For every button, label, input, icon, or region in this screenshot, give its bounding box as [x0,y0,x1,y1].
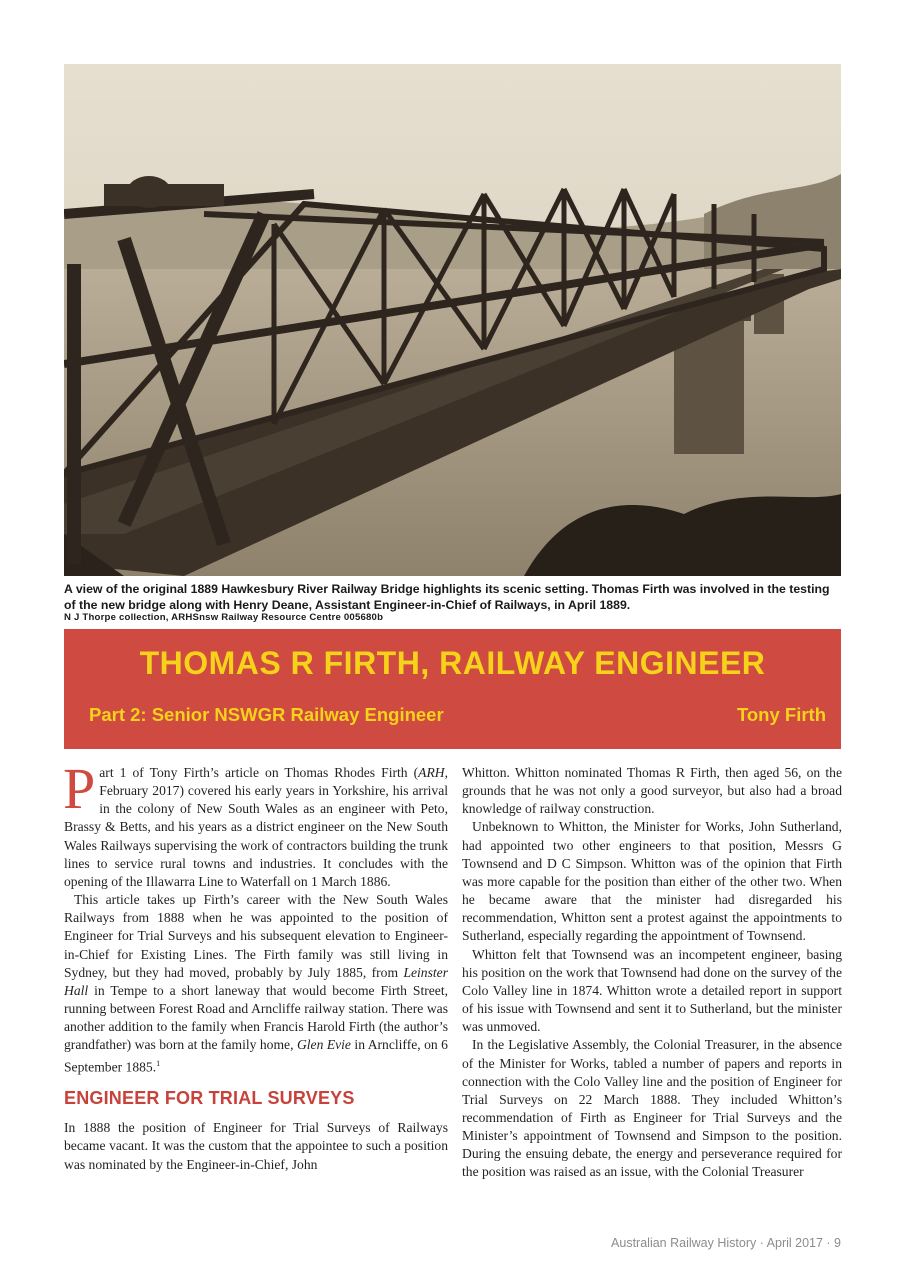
paragraph-assembly: In the Legislative Assembly, the Colonial Treasurer, in the absence of the Minister for Works, tabled a number of papers and reports in connection with the Colo Valley line and the position of Engineer for Trial Surveys on 22 March 1888. They included Whitton’s recommendation of Firth as Engineer for Trial Surveys and the Minister’s appointment of Townsend and Simpson to the position. During the ensuing debate, the energy and perseverance required for the position was raised as an issue, with the Colonial Treasurer [462,1037,842,1180]
paragraph-intro-text-b: , February 2017) covered his early years in Yorkshire, his arrival in the colony of New South Wales as an engineer with Peto, Brassy & Betts, and his years as a district engineer on the New South Wales Railways supervising the work of contractors building the trunk lines to service rural towns and industries. It concludes with the opening of the Illawarra Line to Waterfall on 1 March 1886. [64,765,448,889]
title-banner [64,629,841,749]
bridge-photo [64,64,841,576]
paragraph-townsend: Whitton felt that Townsend was an incompetent engineer, basing his position on the work that Townsend had done on the survey of the Colo Valley line in 1874. Whitton wrote a detailed report in support of his issue with Townsend and sent it to Sutherland, but the minister was unmoved. [462,946,842,1035]
paragraph-career [64,891,448,1076]
article-title: THOMAS R FIRTH, RAILWAY ENGINEER [139,645,766,681]
article-column-left [63,756,448,1174]
page-footer: Australian Railway History · April 2017 · 9 [611,1236,841,1250]
bridge-photo-icon [64,64,841,576]
paragraph-vacancy: In 1888 the position of Engineer for Trial Surveys of Railways became vacant. It was the custom that the appointee to such a position was nominated by the Engineer-in-Chief, John [64,1120,448,1172]
photo-caption: A view of the original 1889 Hawkesbury River Railway Bridge highlights its scenic setting. Thomas Firth was involved in the testing of the new bridge along with Henry Deane, Assistant Engineer-in-Chief of Railways, in April 1889. [64,582,830,612]
paragraph-intro-text-a: art 1 of Tony Firth’s article on Thomas Rhodes Firth ( [99,765,419,780]
article-column-right [462,764,842,1182]
paragraph-career-text-a: This article takes up Firth’s career with the New South Wales Railways from 1888 when he was appointed to the position of Engineer for Trial Surveys and his subsequent elevation to Engineer-in-Chief for Existing Lines. The Firth family was still living in Sydney, but they had moved, probably by July 1885, from [64,892,448,980]
glen-evie-name: Glen Evie [296,1037,351,1053]
photo-credit: N J Thorpe collection, ARHSnsw Railway Resource Centre 005680b [64,612,384,623]
article-author: Tony Firth [736,704,826,725]
drop-cap: P [63,756,96,821]
arh-abbreviation: ARH [418,765,445,780]
section-heading: ENGINEER FOR TRIAL SURVEYS [64,1088,355,1109]
footnote-marker: 1 [156,1058,161,1068]
paragraph-nomination: Whitton. Whitton nominated Thomas R Firth, then aged 56, on the grounds that he was not only a good surveyor, but also had a broad knowledge of railway construction. [462,765,842,817]
paragraph-intro [63,756,448,891]
article-subtitle: Part 2: Senior NSWGR Railway Engineer [89,704,444,725]
paragraph-career-text-b: in Tempe to a short laneway that would become Firth Street, running between Forest Road and Arncliffe railway station. There was another addition to the family when Francis Harold Firth (the author’s grandfather) was born at the family home, [64,982,448,1053]
paragraph-minister: Unbeknown to Whitton, the Minister for Works, John Sutherland, had appointed two other engineers to that position, Messrs G Townsend and D C Simpson. Whitton was of the opinion that Firth was more capable for the position than either of the other two. When he became aware that the minister had disregarded his recommendation, Whitton sent a protest against the appointments to Sutherland, especially regarding the appointment of Townsend. [462,819,842,944]
paragraph-career-text-c: in Arncliffe, on 6 September 1885. [64,1037,448,1075]
leinster-hall-name: Leinster Hall [64,964,448,998]
